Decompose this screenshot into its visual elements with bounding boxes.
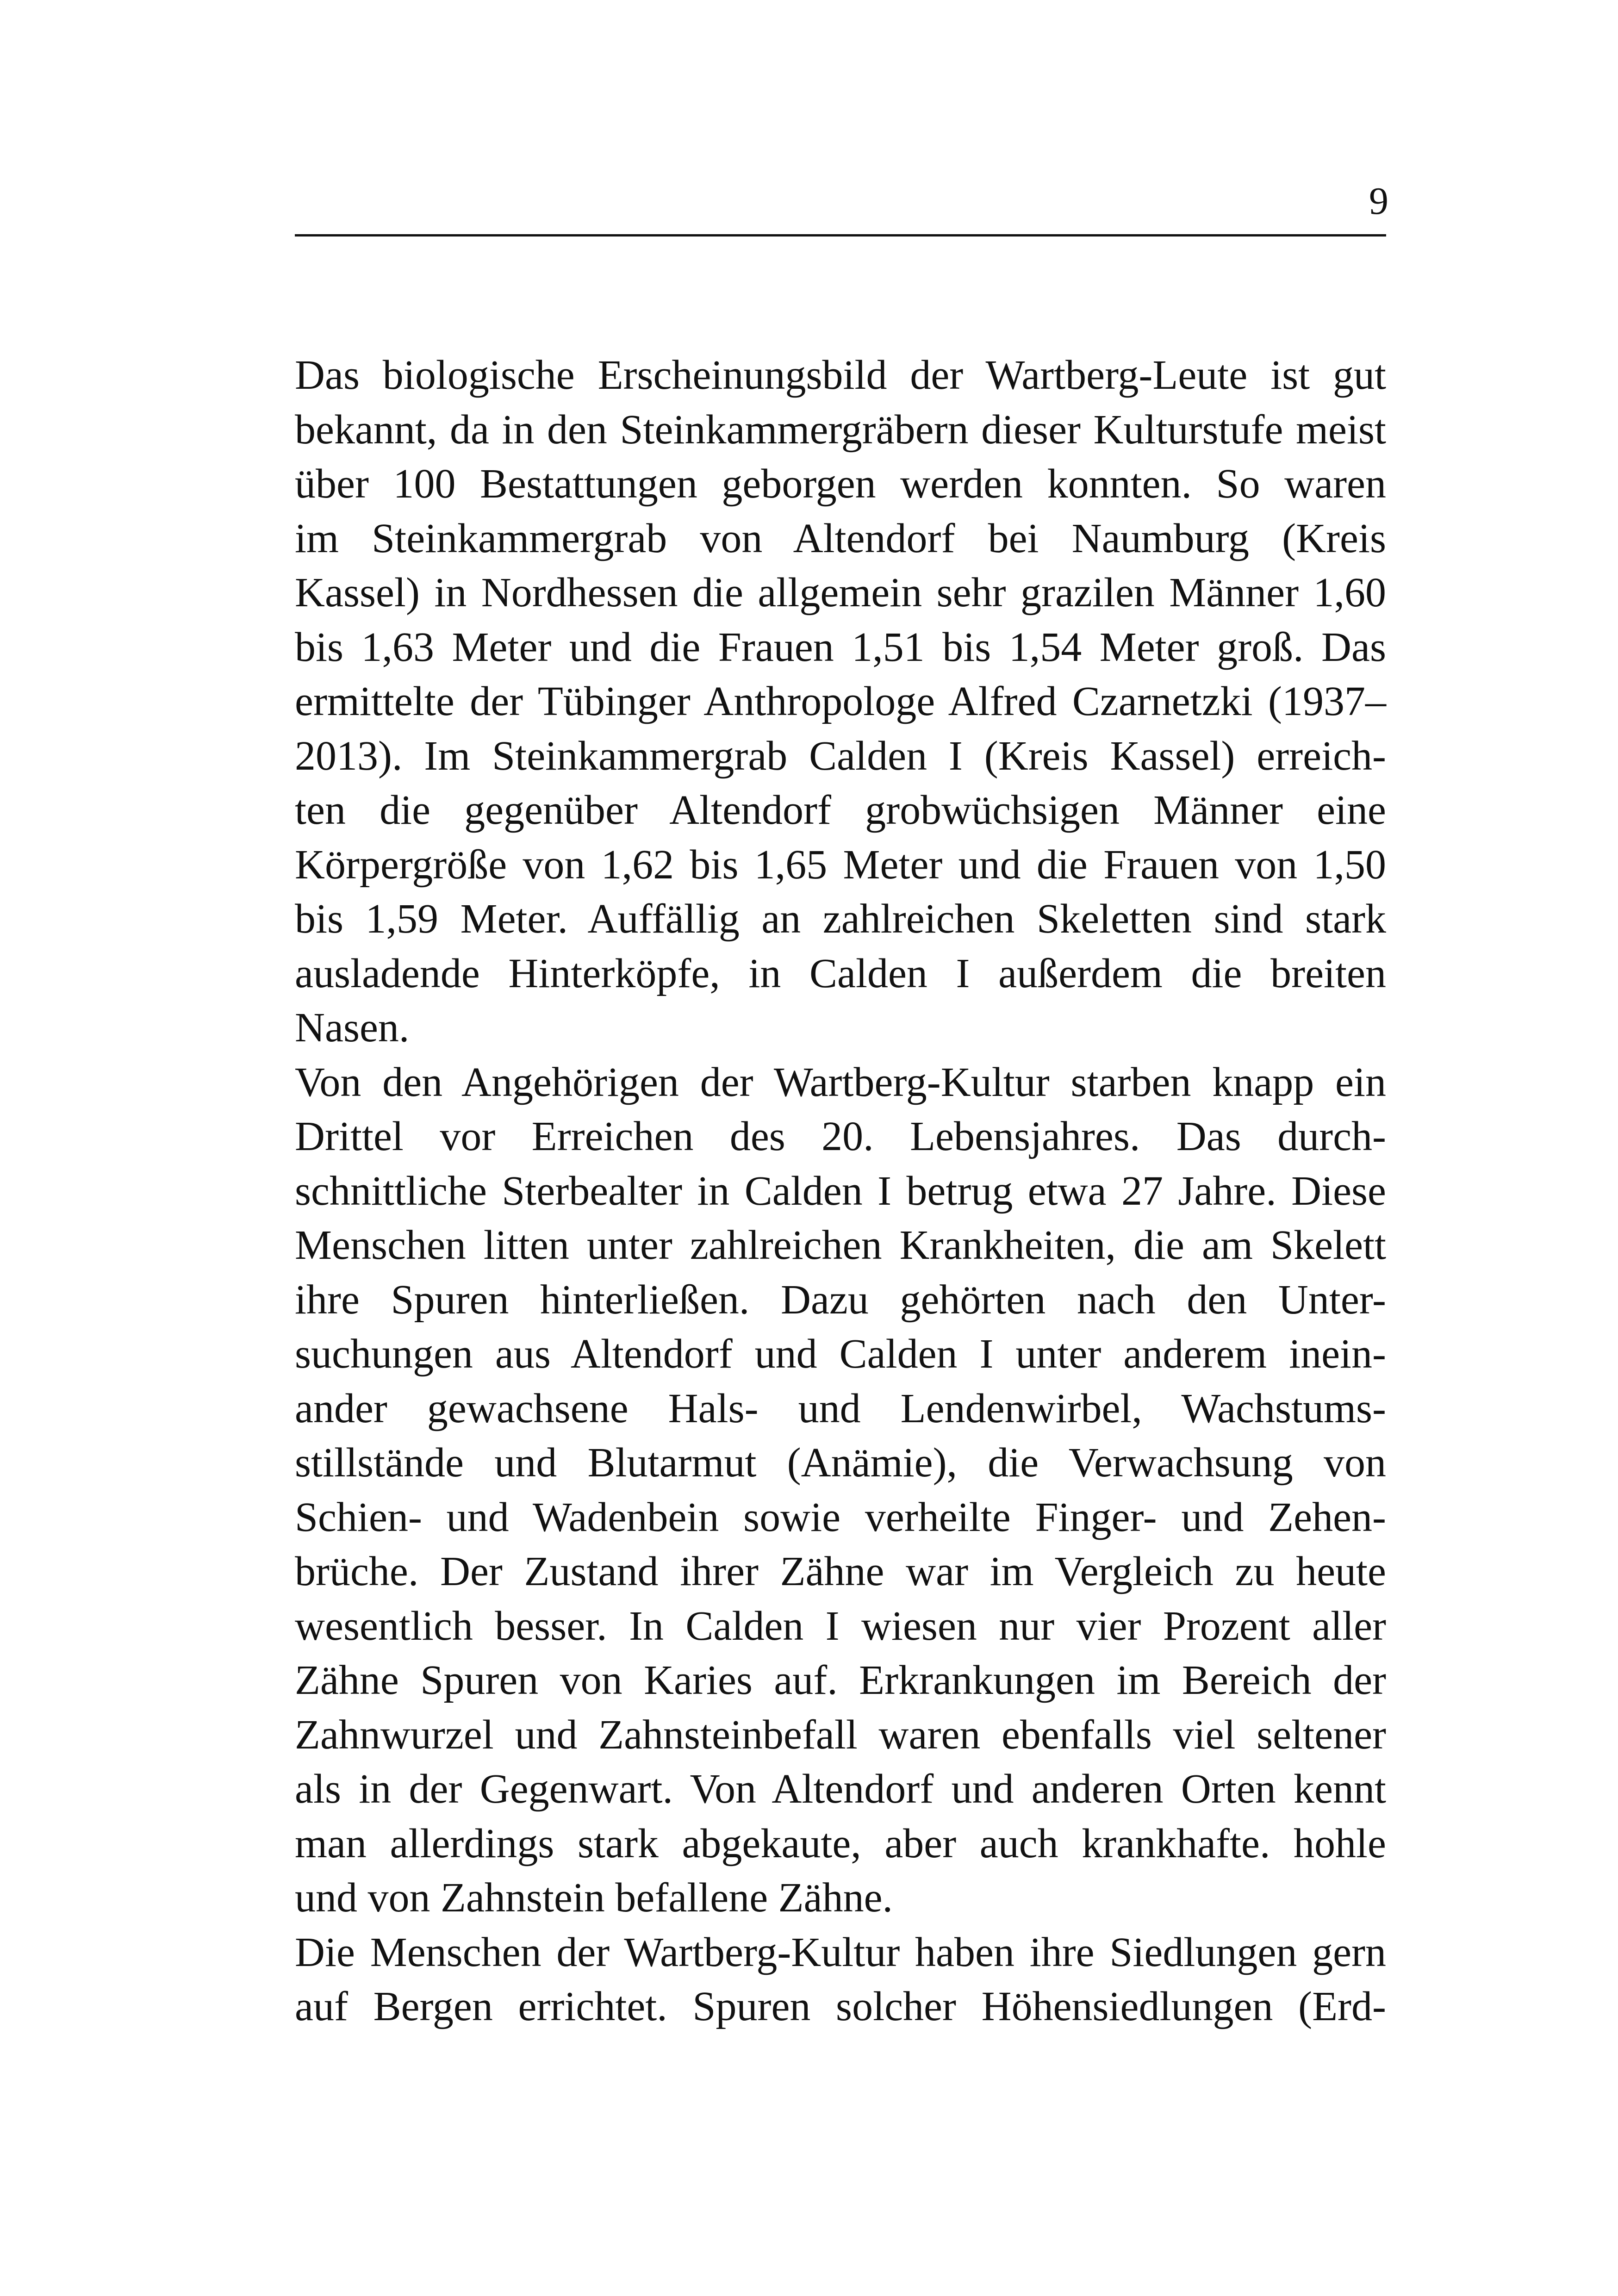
text-line: über 100 Bestattungen geborgen werden konnten. So waren (295, 461, 1386, 507)
text-line: Körpergröße von 1,62 bis 1,65 Meter und die Frauen von 1,50 (295, 841, 1386, 888)
text-line: Menschen litten unter zahlreichen Krankheiten, die am Skelett (295, 1222, 1386, 1268)
text-line: ten die gegenüber Altendorf grobwüchsigen Männer eine (295, 787, 1386, 833)
text-line: im Steinkammergrab von Altendorf bei Naumburg (Kreis (295, 515, 1386, 561)
text-line: Von den Angehörigen der Wartberg-Kultur starben knapp ein (295, 1059, 1386, 1105)
text-line: Zahnwurzel und Zahnsteinbefall waren ebenfalls viel seltener (295, 1711, 1386, 1758)
paragraph-2 (295, 1055, 1386, 1925)
body-text (295, 348, 1386, 2034)
page-number: 9 (1369, 180, 1388, 223)
text-line: als in der Gegenwart. Von Altendorf und anderen Orten kennt (295, 1766, 1386, 1812)
text-line: ander gewachsene Hals- und Lendenwirbel, Wachstums- (295, 1385, 1386, 1431)
text-line: 2013). Im Steinkammergrab Calden I (Kreis Kassel) erreich- (295, 733, 1386, 779)
text-line: bis 1,63 Meter und die Frauen 1,51 bis 1,54 Meter groß. Das (295, 624, 1386, 670)
text-line: auf Bergen errichtet. Spuren solcher Höhensiedlungen (Erd- (295, 1984, 1386, 2029)
text-line: Schien- und Wadenbein sowie verheilte Finger- und Zehen- (295, 1494, 1386, 1540)
paragraph-3 (295, 1925, 1386, 2034)
text-line: stillstände und Blutarmut (Anämie), die Verwachsung von (295, 1440, 1386, 1486)
text-line: bekannt, da in den Steinkammergräbern dieser Kulturstufe meist (295, 406, 1386, 453)
text-line: Nasen. (295, 1005, 410, 1051)
text-line: und von Zahnstein befallene Zähne. (295, 1875, 893, 1921)
text-line: suchungen aus Altendorf und Calden I unter anderem inein- (295, 1331, 1386, 1377)
text-line: Zähne Spuren von Karies auf. Erkrankungen im Bereich der (295, 1657, 1386, 1703)
text-line: Drittel vor Erreichen des 20. Lebensjahres. Das durch- (295, 1114, 1386, 1159)
text-line: ihre Spuren hinterließen. Dazu gehörten nach den Unter- (295, 1276, 1386, 1323)
text-line: ermittelte der Tübinger Anthropologe Alfred Czarnetzki (1937– (295, 678, 1386, 724)
header-rule (295, 234, 1386, 236)
text-line: Kassel) in Nordhessen die allgemein sehr grazilen Männer 1,60 (295, 570, 1386, 616)
text-line: man allerdings stark abgekaute, aber auch krankhafte. hohle (295, 1820, 1386, 1867)
text-line: Das biologische Erscheinungsbild der Wartberg-Leute ist gut (295, 352, 1386, 398)
text-line: wesentlich besser. In Calden I wiesen nur vier Prozent aller (295, 1603, 1386, 1649)
text-line: Die Menschen der Wartberg-Kultur haben ihre Siedlungen gern (295, 1929, 1386, 1975)
text-line: ausladende Hinterköpfe, in Calden I außerdem die breiten (295, 950, 1386, 996)
text-line: bis 1,59 Meter. Auffällig an zahlreichen Skeletten sind stark (295, 896, 1386, 942)
paragraph-1 (295, 348, 1386, 1055)
text-line: schnittliche Sterbealter in Calden I betrug etwa 27 Jahre. Diese (295, 1168, 1386, 1214)
text-line: brüche. Der Zustand ihrer Zähne war im Vergleich zu heute (295, 1549, 1386, 1594)
